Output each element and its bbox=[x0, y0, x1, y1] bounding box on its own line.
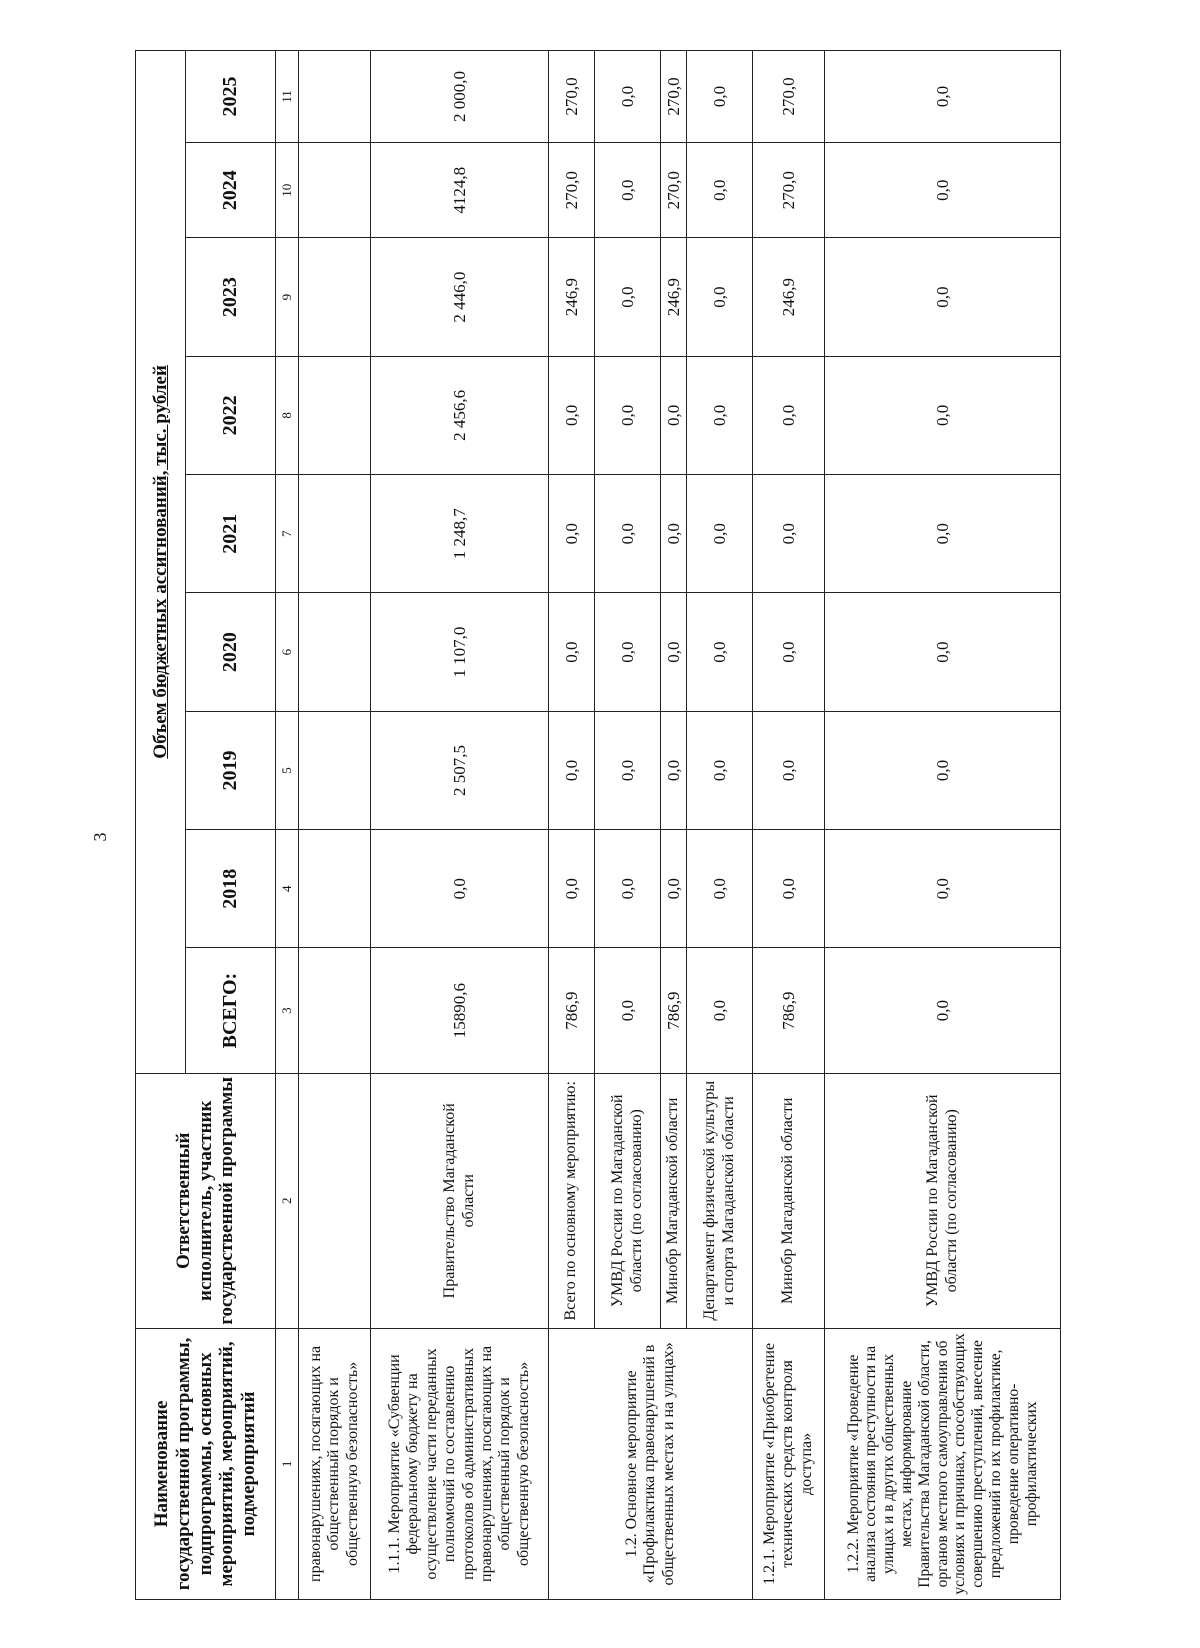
cell-value: 0,0 bbox=[595, 51, 661, 143]
column-index: 2 bbox=[276, 1073, 299, 1328]
cell-value: 2 446,0 bbox=[371, 238, 549, 356]
cell-value: 0,0 bbox=[549, 356, 595, 474]
row-name: 1.2.2. Мероприятие «Проведение анализа состояния преступности на улицах и в других общественных местах, информирование Правительства Магаданской области, органов местного самоуправления об условиях и причинах, способствующих совершению преступлений, внесение предложений по их профилактике, проведение оперативно-профилактических bbox=[825, 1328, 1061, 1599]
cell-value: 1 107,0 bbox=[371, 593, 549, 711]
cell-value bbox=[299, 711, 371, 829]
header-executor: Ответственный исполнитель, участник государственной программы bbox=[136, 1073, 276, 1328]
cell-value: 0,0 bbox=[825, 830, 1061, 948]
cell-value: 0,0 bbox=[595, 593, 661, 711]
column-index: 5 bbox=[276, 711, 299, 829]
cell-value: 270,0 bbox=[753, 51, 825, 143]
cell-value: 1 248,7 bbox=[371, 475, 549, 593]
cell-value: 0,0 bbox=[825, 238, 1061, 356]
cell-value: 270,0 bbox=[549, 51, 595, 143]
cell-value: 0,0 bbox=[595, 143, 661, 238]
cell-value bbox=[299, 593, 371, 711]
cell-value: 246,9 bbox=[661, 238, 687, 356]
cell-value: 270,0 bbox=[661, 51, 687, 143]
column-index: 6 bbox=[276, 593, 299, 711]
cell-value: 0,0 bbox=[753, 475, 825, 593]
row-executor: Минобр Магаданской области bbox=[753, 1073, 825, 1328]
cell-value bbox=[299, 51, 371, 143]
cell-value: 0,0 bbox=[549, 711, 595, 829]
cell-value: 0,0 bbox=[825, 711, 1061, 829]
row-executor: Всего по основному мероприятию: bbox=[549, 1073, 595, 1328]
column-index: 11 bbox=[276, 51, 299, 143]
cell-total: 0,0 bbox=[825, 948, 1061, 1073]
row-executor: Департамент физической культуры и спорта Магаданской области bbox=[687, 1073, 753, 1328]
cell-value: 0,0 bbox=[687, 356, 753, 474]
cell-value: 0,0 bbox=[753, 356, 825, 474]
header-year: 2025 bbox=[186, 51, 276, 143]
header-year: 2019 bbox=[186, 711, 276, 829]
cell-total: 786,9 bbox=[549, 948, 595, 1073]
table-row bbox=[549, 51, 595, 1600]
cell-value: 0,0 bbox=[661, 711, 687, 829]
cell-value: 0,0 bbox=[825, 475, 1061, 593]
cell-value bbox=[299, 475, 371, 593]
cell-value: 0,0 bbox=[661, 593, 687, 711]
cell-value: 4124,8 bbox=[371, 143, 549, 238]
column-index: 9 bbox=[276, 238, 299, 356]
cell-value: 2 507,5 bbox=[371, 711, 549, 829]
row-name: 1.2. Основное мероприятие «Профилактика правонарушений в общественных местах и на улицах» bbox=[549, 1328, 753, 1599]
cell-value: 270,0 bbox=[753, 143, 825, 238]
cell-value: 0,0 bbox=[753, 711, 825, 829]
cell-value: 0,0 bbox=[825, 143, 1061, 238]
row-executor: УМВД России по Магаданской области (по согласованию) bbox=[825, 1073, 1061, 1328]
cell-value: 0,0 bbox=[825, 51, 1061, 143]
cell-value: 2 000,0 bbox=[371, 51, 549, 143]
cell-value: 0,0 bbox=[549, 830, 595, 948]
cell-value: 270,0 bbox=[661, 143, 687, 238]
column-index: 1 bbox=[276, 1328, 299, 1599]
table-row bbox=[825, 51, 1061, 1600]
cell-value bbox=[299, 356, 371, 474]
cell-value: 0,0 bbox=[825, 593, 1061, 711]
cell-value bbox=[299, 238, 371, 356]
cell-value: 0,0 bbox=[753, 830, 825, 948]
cell-total: 0,0 bbox=[687, 948, 753, 1073]
column-index: 3 bbox=[276, 948, 299, 1073]
row-name: правонарушениях, посягающих на общественный порядок и общественную безопасность» bbox=[299, 1328, 371, 1599]
row-name: 1.2.1. Мероприятие «Приобретение технических средств контроля доступа» bbox=[753, 1328, 825, 1599]
header-volume: Объем бюджетных ассигнований, тыс. рублей bbox=[136, 51, 186, 1074]
column-index: 8 bbox=[276, 356, 299, 474]
cell-value: 0,0 bbox=[595, 830, 661, 948]
cell-value: 0,0 bbox=[687, 51, 753, 143]
cell-value: 246,9 bbox=[753, 238, 825, 356]
cell-value: 0,0 bbox=[687, 593, 753, 711]
cell-value: 246,9 bbox=[549, 238, 595, 356]
column-index: 10 bbox=[276, 143, 299, 238]
cell-value: 270,0 bbox=[549, 143, 595, 238]
page-number: 3 bbox=[90, 832, 110, 842]
cell-value: 0,0 bbox=[687, 238, 753, 356]
cell-value: 0,0 bbox=[661, 475, 687, 593]
cell-total bbox=[299, 948, 371, 1073]
cell-value: 0,0 bbox=[595, 711, 661, 829]
header-year: 2020 bbox=[186, 593, 276, 711]
cell-total: 786,9 bbox=[661, 948, 687, 1073]
cell-total: 15890,6 bbox=[371, 948, 549, 1073]
header-year: 2022 bbox=[186, 356, 276, 474]
cell-value: 0,0 bbox=[549, 593, 595, 711]
header-total: ВСЕГО: bbox=[186, 948, 276, 1073]
cell-value: 0,0 bbox=[687, 475, 753, 593]
column-index: 4 bbox=[276, 830, 299, 948]
row-executor: Правительство Магаданской области bbox=[371, 1073, 549, 1328]
cell-value: 0,0 bbox=[687, 830, 753, 948]
header-year: 2021 bbox=[186, 475, 276, 593]
cell-value: 0,0 bbox=[661, 356, 687, 474]
cell-value: 2 456,6 bbox=[371, 356, 549, 474]
header-year: 2018 bbox=[186, 830, 276, 948]
table-row bbox=[371, 51, 549, 1600]
row-executor: УМВД России по Магаданской области (по согласованию) bbox=[595, 1073, 661, 1328]
cell-value: 0,0 bbox=[595, 475, 661, 593]
budget-table bbox=[135, 50, 1061, 1600]
table-row bbox=[299, 51, 371, 1600]
cell-value bbox=[299, 830, 371, 948]
header-year: 2023 bbox=[186, 238, 276, 356]
cell-value: 0,0 bbox=[661, 830, 687, 948]
row-executor bbox=[299, 1073, 371, 1328]
cell-value: 0,0 bbox=[549, 475, 595, 593]
cell-value: 0,0 bbox=[687, 711, 753, 829]
cell-value: 0,0 bbox=[753, 593, 825, 711]
header-name: Наименование государственной программы, подпрограммы, основных мероприятий, мероприятий, подмероприятий bbox=[136, 1328, 276, 1599]
cell-value: 0,0 bbox=[825, 356, 1061, 474]
cell-value: 0,0 bbox=[595, 238, 661, 356]
cell-total: 786,9 bbox=[753, 948, 825, 1073]
cell-value: 0,0 bbox=[371, 830, 549, 948]
row-name: 1.1.1. Мероприятие «Субвенции федеральному бюджету на осуществление части переданных полномочий по составлению протоколов об административных правонарушениях, посягающих на общественный порядок и общественную безопасность» bbox=[371, 1328, 549, 1599]
cell-value bbox=[299, 143, 371, 238]
cell-total: 0,0 bbox=[595, 948, 661, 1073]
rotated-table-container bbox=[135, 50, 1135, 1600]
cell-value: 0,0 bbox=[687, 143, 753, 238]
cell-value: 0,0 bbox=[595, 356, 661, 474]
column-index: 7 bbox=[276, 475, 299, 593]
row-executor: Минобр Магаданской области bbox=[661, 1073, 687, 1328]
table-row bbox=[753, 51, 825, 1600]
header-year: 2024 bbox=[186, 143, 276, 238]
